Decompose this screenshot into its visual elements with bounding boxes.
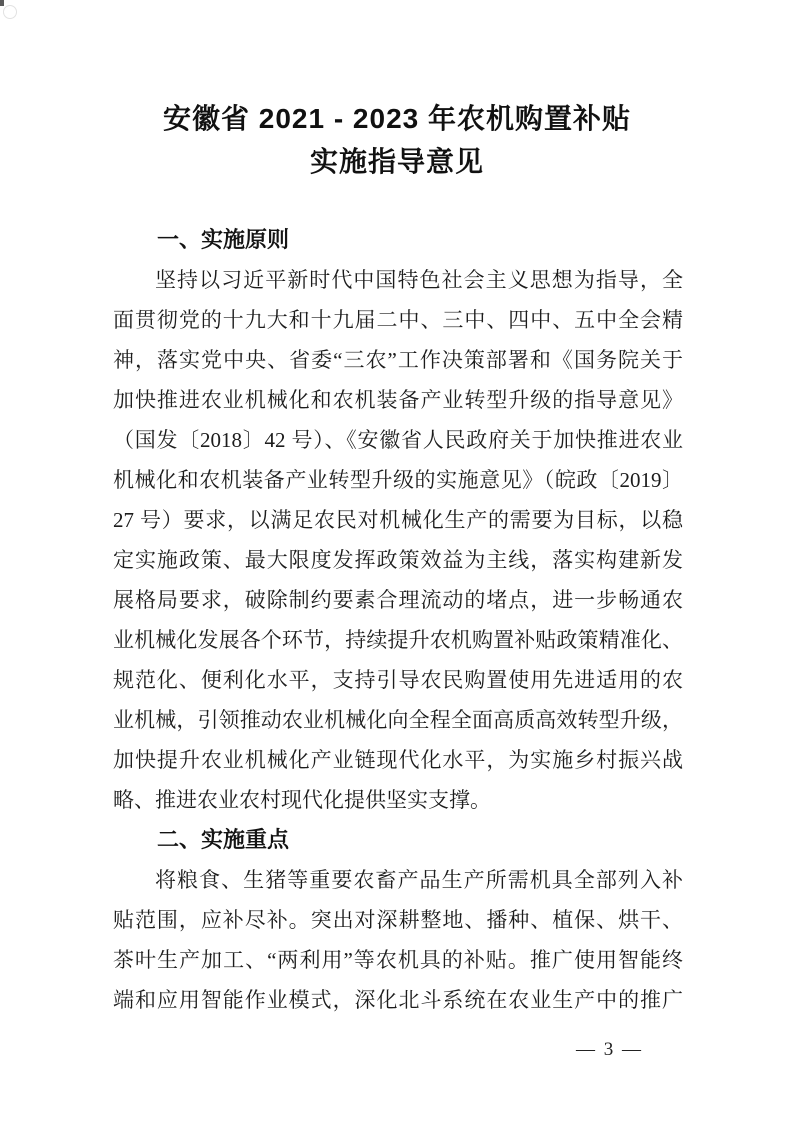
text-line: 展格局要求，破除制约要素合理流动的堵点，进一步畅通农 — [113, 588, 683, 612]
scan-artifact-speck — [0, 0, 4, 6]
text-line: 27 号）要求，以满足农民对机械化生产的需要为目标，以稳 — [113, 508, 683, 532]
scan-artifact-ring — [3, 5, 17, 19]
document-title — [0, 97, 794, 183]
text-line: （国发〔2018〕42 号）、《安徽省人民政府关于加快推进农业 — [113, 428, 683, 452]
text-line: 将粮食、生猪等重要农畜产品生产所需机具全部列入补 — [155, 868, 683, 892]
text-line: 面贯彻党的十九大和十九届二中、三中、四中、五中全会精 — [113, 308, 683, 332]
title-line-1: 安徽省 2021 - 2023 年农机购置补贴 — [162, 103, 632, 134]
text-line: 略、推进农业农村现代化提供坚实支撑。 — [113, 788, 491, 812]
text-line: 机械化和农机装备产业转型升级的实施意见》（皖政〔2019〕 — [113, 468, 683, 492]
text-line: 端和应用智能作业模式，深化北斗系统在农业生产中的推广 — [113, 988, 683, 1012]
text-line: 贴范围，应补尽补。突出对深耕整地、播种、植保、烘干、 — [113, 908, 683, 932]
text-line: 坚持以习近平新时代中国特色社会主义思想为指导，全 — [155, 268, 683, 292]
document-body — [113, 220, 683, 1020]
page-number: — 3 — — [576, 1039, 643, 1060]
text-line: 加快提升农业机械化产业链现代化水平，为实施乡村振兴战 — [113, 748, 683, 772]
section-heading: 二、实施重点 — [157, 827, 290, 852]
section-heading: 一、实施原则 — [157, 227, 290, 252]
title-line-2: 实施指导意见 — [309, 146, 484, 177]
text-line: 神，落实党中央、省委“三农”工作决策部署和《国务院关于 — [113, 348, 683, 372]
text-line: 加快推进农业机械化和农机装备产业转型升级的指导意见》 — [113, 388, 683, 412]
text-line: 规范化、便利化水平，支持引导农民购置使用先进适用的农 — [113, 668, 683, 692]
text-line: 业机械化发展各个环节，持续提升农机购置补贴政策精准化、 — [113, 628, 683, 652]
text-line: 定实施政策、最大限度发挥政策效益为主线，落实构建新发 — [113, 548, 683, 572]
text-line: 业机械，引领推动农业机械化向全程全面高质高效转型升级， — [113, 708, 683, 732]
text-line: 茶叶生产加工、“两利用”等农机具的补贴。推广使用智能终 — [113, 948, 683, 972]
